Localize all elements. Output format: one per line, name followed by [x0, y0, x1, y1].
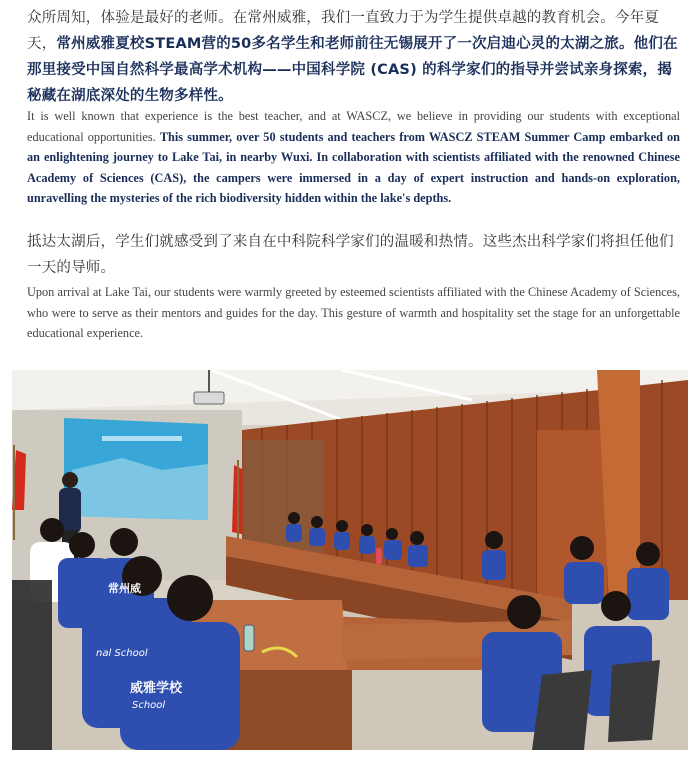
chair-left-foreground [12, 580, 52, 750]
shirt-print-1: 常州威 [108, 582, 141, 595]
classroom-photo-illustration [12, 370, 688, 750]
p1-zh-bold: 常州威雅夏校STEAM营的50多名学生和老师前往无锡展开了一次启迪心灵的太湖之旅。他们在那里接受中国自然科学最高学术机构——中国科学院 (CAS) 的科学家们的指导并尝试亲身探索，揭秘藏在湖底深处的生物多样性。 [27, 36, 678, 104]
paragraph-2-chinese: 抵达太湖后，学生们就感受到了来自在中科院科学家们的温暖和热情。这些杰出科学家们将担任他们一天的导师。 [27, 234, 674, 276]
classroom-photo [12, 370, 688, 750]
shirt-print-4: School [132, 700, 166, 711]
water-bottle [244, 625, 254, 651]
p1-zh-intro: 众所周知，体验是最好的老师。在常州威雅，我们一直致力于为学生提供卓越的教育机会。今年夏天， [27, 10, 660, 52]
paragraph-2-english: Upon arrival at Lake Tai, our students were warmly greeted by esteemed scientists affiliated with the Chinese Academy of Sciences, who were to serve as their mentors and guides for the day. This gesture of warmth and hospitality set the stage for an unforgettable educational experience. [27, 285, 680, 340]
paragraph-1-chinese [0, 5, 694, 109]
paragraph-1-english [0, 106, 694, 209]
drink-bottle [376, 548, 382, 564]
projector [194, 392, 224, 404]
p1-en-intro: It is well known that experience is the best teacher, and at WASCZ, we believe in providing our students with exceptional educational opportunities. [27, 109, 680, 144]
shirt-print-2: nal School [96, 648, 148, 659]
p1-en-bold: This summer, over 50 students and teachers from WASCZ STEAM Summer Camp embarked on an enlightening journey to Lake Tai, in nearby Wuxi. In collaboration with scientists affiliated with the renowned Chinese Academy of Sciences (CAS), the campers were immersed in a day of expert instruction and hands-on exploration, unravelling the mysteries of the rich biodiversity hidden within the lake's depths. [27, 129, 680, 205]
shirt-print-3: 威雅学校 [130, 681, 183, 696]
